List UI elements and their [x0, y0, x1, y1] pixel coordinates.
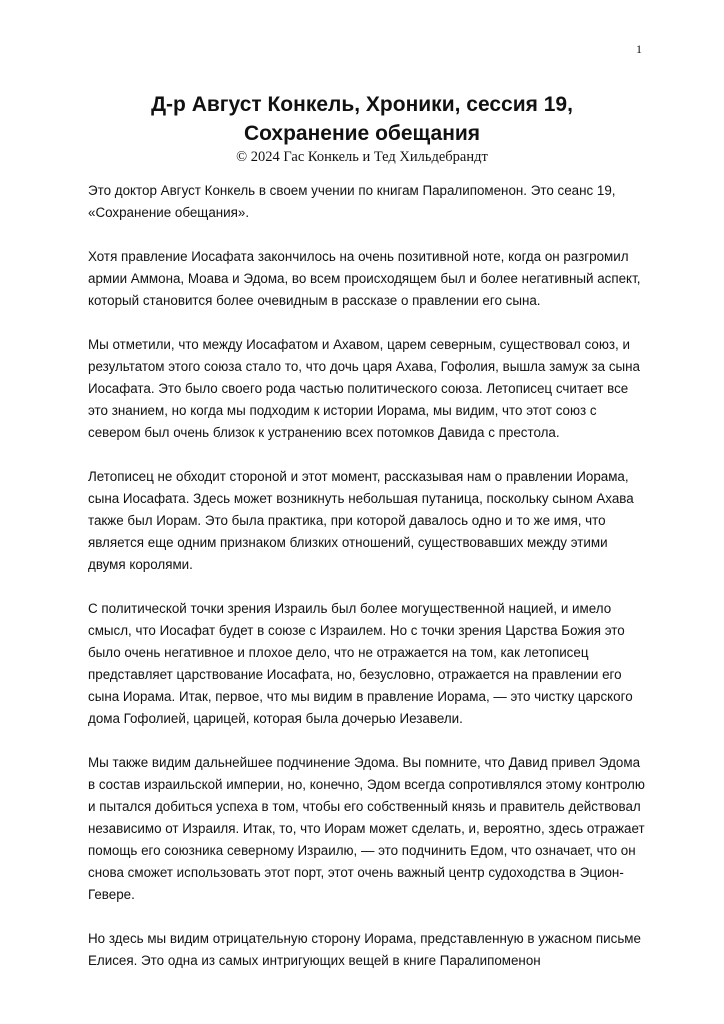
paragraph: Мы также видим дальнейшее подчинение Эдома. Вы помните, что Давид привел Эдома в состав израильской империи, но, конечно, Эдом всегда сопротивлялся этому контролю и пытался добиться успеха в том, чтобы его собственный князь и правитель действовал независимо от Израиля. Итак, то, что Иорам может сделать, и, вероятно, здесь отражает помощь его союзника северному Израилю, — это подчинить Едом, что означает, что он снова сможет использовать этот порт, этот очень важный центр судоходства в Эцион-Гевере. [88, 755, 645, 902]
page-number: 1 [636, 42, 642, 56]
title-line-2: Сохранение обещания [243, 122, 481, 145]
document-body [88, 180, 648, 994]
paragraph: Это доктор Август Конкель в своем учении по книгам Паралипоменон. Это сеанс 19, «Сохранение обещания». [88, 183, 616, 220]
page-title [0, 90, 724, 148]
paragraph: Хотя правление Иосафата закончилось на очень позитивной ноте, когда он разгромил армии Аммона, Моава и Эдома, во всем происходящем был и более негативный аспект, который становится более очевидным в рассказе о правлении его сына. [88, 249, 641, 308]
paragraph: Летописец не обходит стороной и этот момент, рассказывая нам о правлении Иорама, сына Иосафата. Здесь может возникнуть небольшая путаница, поскольку сыном Ахава также был Иорам. Это была практика, при которой давалось одно и то же имя, что является еще одним признаком близких отношений, существовавших между этими двумя королями. [88, 469, 634, 572]
title-line-1: Д-р Август Конкель, Хроники, сессия 19, [151, 93, 573, 116]
paragraph: Но здесь мы видим отрицательную сторону Иорама, представленную в ужасном письме Елисея. Это одна из самых интригующих вещей в книге Паралипоменон [88, 931, 641, 968]
paragraph: Мы отметили, что между Иосафатом и Ахавом, царем северным, существовал союз, и результатом этого союза стало то, что дочь царя Ахава, Гофолия, вышла замуж за сына Иосафата. Это было своего рода частью политического союза. Летописец считает все это знанием, но когда мы подходим к истории Иорама, мы видим, что этот союз с севером был очень близок к устранению всех потомков Давида с престола. [88, 337, 641, 440]
copyright-line: © 2024 Гас Конкель и Тед Хильдебрандт [236, 149, 488, 165]
paragraph: С политической точки зрения Израиль был более могущественной нацией, и имело смысл, что Иосафат будет в союзе с Израилем. Но с точки зрения Царства Божия это было очень негативное и плохое дело, что не отражается на том, как летописец представляет царствование Иосафата, но, безусловно, отражается на правлении его сына Иорама. Итак, первое, что мы видим в правление Иорама, — это чистку царского дома Гофолией, царицей, которая была дочерью Иезавели. [88, 601, 633, 726]
